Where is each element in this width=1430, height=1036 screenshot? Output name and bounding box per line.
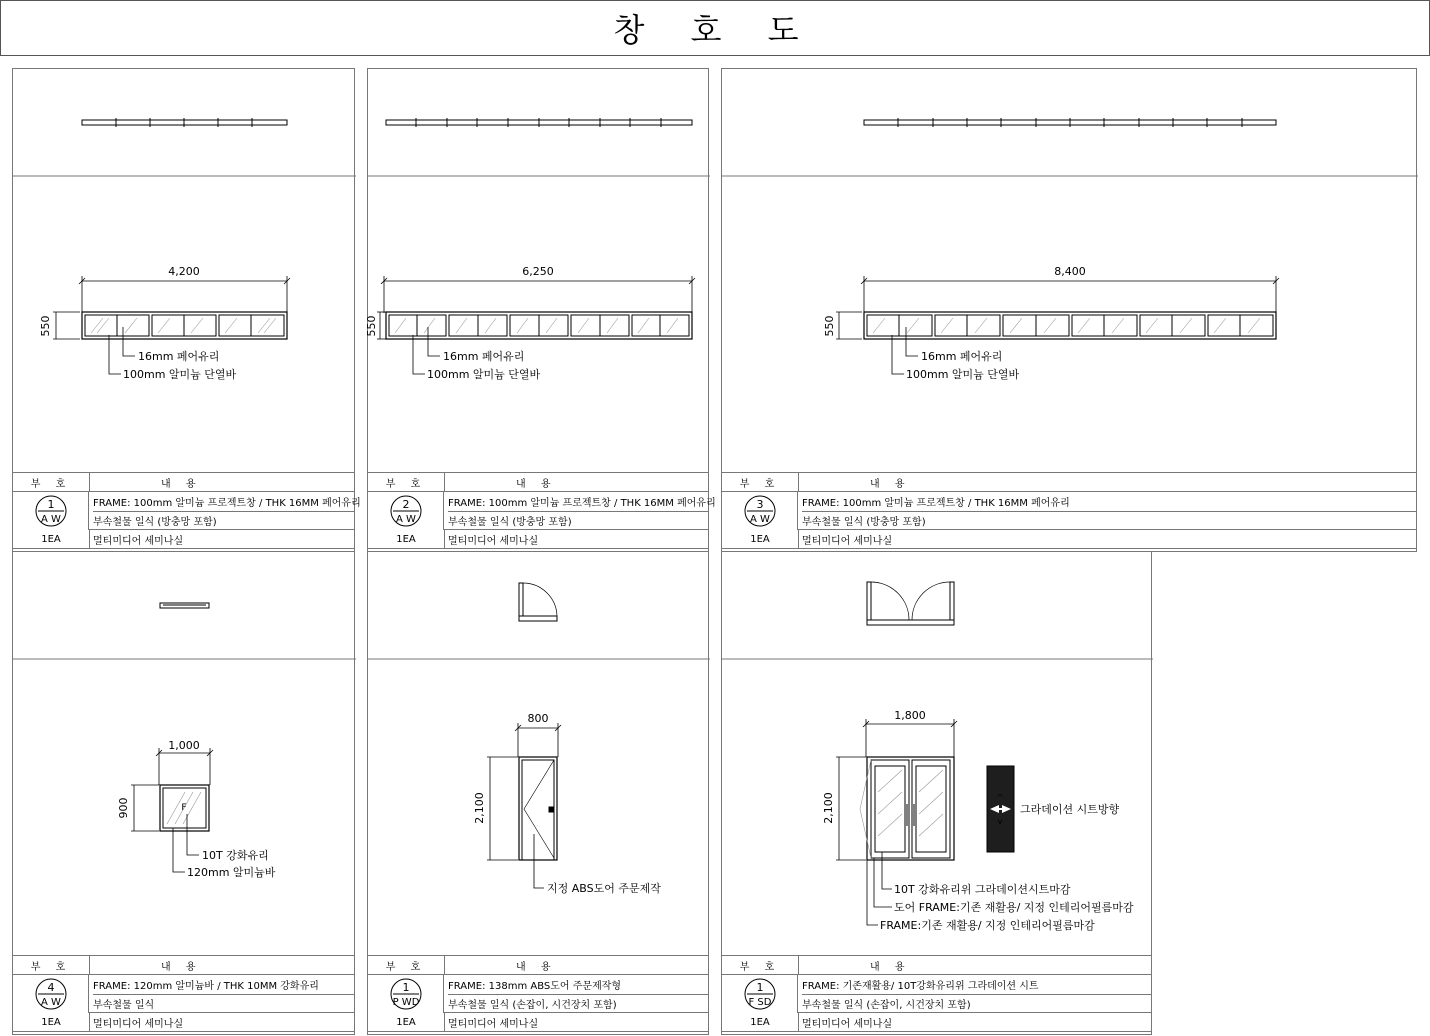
window-panel-4aw — [12, 551, 355, 1035]
symbol-number: 4 — [47, 981, 54, 994]
code-header: 부 호 — [722, 956, 799, 974]
svg-text:^: ^ — [996, 793, 1004, 802]
spec-line-1: FRAME: 100mm 알미늄 프로젝트창 / THK 16MM 페어유리 — [448, 492, 708, 512]
plan-view — [386, 118, 692, 127]
door-panel-1fsd — [721, 551, 1152, 1035]
spec-table — [13, 955, 354, 1034]
frame-callout: 120mm 알미늄바 — [187, 866, 276, 879]
code-header: 부 호 — [13, 473, 90, 491]
location: 멀티미디어 세미나실 — [448, 1018, 539, 1030]
quantity: 1EA — [722, 530, 799, 548]
window-symbol — [368, 492, 444, 530]
symbol-number: 1 — [756, 981, 763, 994]
spec-line-1: FRAME: 138mm ABS도어 주문제작형 — [448, 975, 708, 995]
width-dimension: 800 — [527, 712, 549, 725]
code-header: 부 호 — [368, 473, 445, 491]
content-header: 내 용 — [870, 478, 911, 490]
window-symbol — [13, 492, 89, 530]
door-plan-view — [867, 582, 954, 625]
width-dimension: 1,800 — [894, 709, 926, 722]
location: 멀티미디어 세미나실 — [802, 535, 893, 547]
symbol-number: 1 — [47, 498, 54, 511]
plan-view — [160, 603, 209, 608]
quantity: 1EA — [722, 1013, 799, 1031]
code-header: 부 호 — [722, 473, 799, 491]
location: 멀티미디어 세미나실 — [802, 1018, 893, 1030]
door-elevation — [519, 757, 557, 860]
content-header: 내 용 — [161, 961, 202, 973]
width-dimension: 8,400 — [1054, 265, 1086, 278]
location: 멀티미디어 세미나실 — [93, 1018, 184, 1030]
width-dimension: 4,200 — [168, 265, 200, 278]
content-header: 내 용 — [161, 478, 202, 490]
window-elevation — [82, 312, 287, 339]
symbol-number: 1 — [402, 981, 409, 994]
door-plan-view — [519, 583, 557, 621]
spec-line-2: 부속철물 일식 (방충망 포함) — [93, 517, 217, 528]
plan-view — [82, 118, 287, 127]
symbol-code: P WD — [392, 997, 419, 1008]
callout-leaders — [867, 852, 892, 925]
spec-table — [368, 472, 716, 551]
spec-line-2: 부속철물 일식 (손잡이, 시건장치 포함) — [802, 1000, 971, 1011]
code-header: 부 호 — [368, 956, 445, 974]
spec-table — [13, 472, 361, 551]
content-header: 내 용 — [516, 961, 557, 973]
height-dimension: 2,100 — [822, 792, 835, 824]
spec-line-1: FRAME: 120mm 알미늄바 / THK 10MM 강화유리 — [93, 975, 354, 995]
door-callout: 지정 ABS도어 주문제작 — [547, 882, 661, 895]
svg-text:v: v — [997, 817, 1003, 826]
symbol-code: A W — [749, 514, 770, 525]
spec-line-2: 부속철물 일식 (방충망 포함) — [448, 517, 572, 528]
door-symbol — [722, 975, 798, 1013]
symbol-code: A W — [40, 997, 61, 1008]
callout-leaders — [173, 814, 199, 872]
quantity: 1EA — [13, 1013, 90, 1031]
symbol-code: F SD — [748, 997, 771, 1008]
dimension-lines — [836, 719, 957, 860]
height-dimension: 550 — [365, 315, 378, 337]
content-header: 내 용 — [516, 478, 557, 490]
page-title: 창 호 도 — [0, 0, 1430, 56]
spec-table — [368, 955, 708, 1034]
fixed-mark: F — [181, 803, 187, 813]
callout-leaders — [892, 327, 918, 374]
spec-table — [722, 472, 1416, 551]
width-dimension: 6,250 — [522, 265, 554, 278]
height-dimension: 900 — [117, 797, 130, 819]
height-dimension: 2,100 — [473, 792, 486, 824]
glass-callout: 16mm 페어유리 — [443, 350, 525, 363]
frame-callout: 100mm 알미늄 단열바 — [123, 368, 237, 381]
quantity: 1EA — [368, 1013, 445, 1031]
symbol-number: 2 — [402, 498, 409, 511]
location: 멀티미디어 세미나실 — [448, 535, 539, 547]
glass-callout: 10T 강화유리 — [202, 849, 269, 862]
dimension-lines — [377, 276, 695, 339]
content-header: 내 용 — [870, 961, 911, 973]
dimension-lines — [131, 748, 213, 831]
frame-callout: 100mm 알미늄 단열바 — [427, 368, 541, 381]
height-dimension: 550 — [823, 315, 836, 337]
frame-callout: FRAME:기존 재활용/ 지정 인테리어필름마감 — [880, 919, 1095, 932]
glass-callout: 10T 강화유리위 그라데이션시트마감 — [894, 883, 1071, 896]
door-frame-callout: 도어 FRAME:기존 재활용/ 지정 인테리어필름마감 — [894, 901, 1134, 914]
callout-leaders — [534, 834, 544, 888]
window-panel-3aw — [721, 68, 1417, 552]
door-symbol — [368, 975, 444, 1013]
callout-leaders — [109, 327, 135, 374]
window-symbol — [13, 975, 89, 1013]
location: 멀티미디어 세미나실 — [93, 535, 184, 547]
glass-callout: 16mm 페어유리 — [138, 350, 220, 363]
quantity: 1EA — [13, 530, 90, 548]
spec-line-1: FRAME: 기존재활용/ 10T강화유리위 그라데이션 시트 — [802, 975, 1151, 995]
gradient-sheet-icon — [987, 766, 1014, 852]
window-elevation — [386, 312, 692, 339]
spec-line-2: 부속철물 일식 (방충망 포함) — [802, 517, 926, 528]
height-dimension: 550 — [39, 315, 52, 337]
dimension-lines — [53, 276, 290, 339]
window-panel-2aw — [365, 68, 716, 552]
window-symbol — [722, 492, 798, 530]
glass-callout: 16mm 페어유리 — [921, 350, 1003, 363]
spec-line-1: FRAME: 100mm 알미늄 프로젝트창 / THK 16MM 페어유리 — [93, 492, 354, 512]
width-dimension: 1,000 — [168, 739, 200, 752]
quantity: 1EA — [368, 530, 445, 548]
plan-view — [864, 118, 1276, 127]
window-elevation — [864, 312, 1276, 339]
symbol-code: A W — [395, 514, 416, 525]
spec-line-2: 부속철물 일식 — [93, 1000, 155, 1011]
spec-line-1: FRAME: 100mm 알미늄 프로젝트창 / THK 16MM 페어유리 — [802, 492, 1416, 512]
gradient-direction-label: 그라데이션 시트방향 — [1020, 803, 1120, 816]
frame-callout: 100mm 알미늄 단열바 — [906, 368, 1020, 381]
spec-table — [722, 955, 1151, 1034]
code-header: 부 호 — [13, 956, 90, 974]
dimension-lines — [836, 276, 1279, 339]
window-panel-1aw — [12, 68, 361, 552]
dimension-lines — [487, 723, 561, 860]
spec-line-2: 부속철물 일식 (손잡이, 시건장치 포함) — [448, 1000, 617, 1011]
symbol-number: 3 — [756, 498, 763, 511]
door-elevation — [860, 757, 954, 860]
door-panel-1pwd — [367, 551, 709, 1035]
symbol-code: A W — [40, 514, 61, 525]
